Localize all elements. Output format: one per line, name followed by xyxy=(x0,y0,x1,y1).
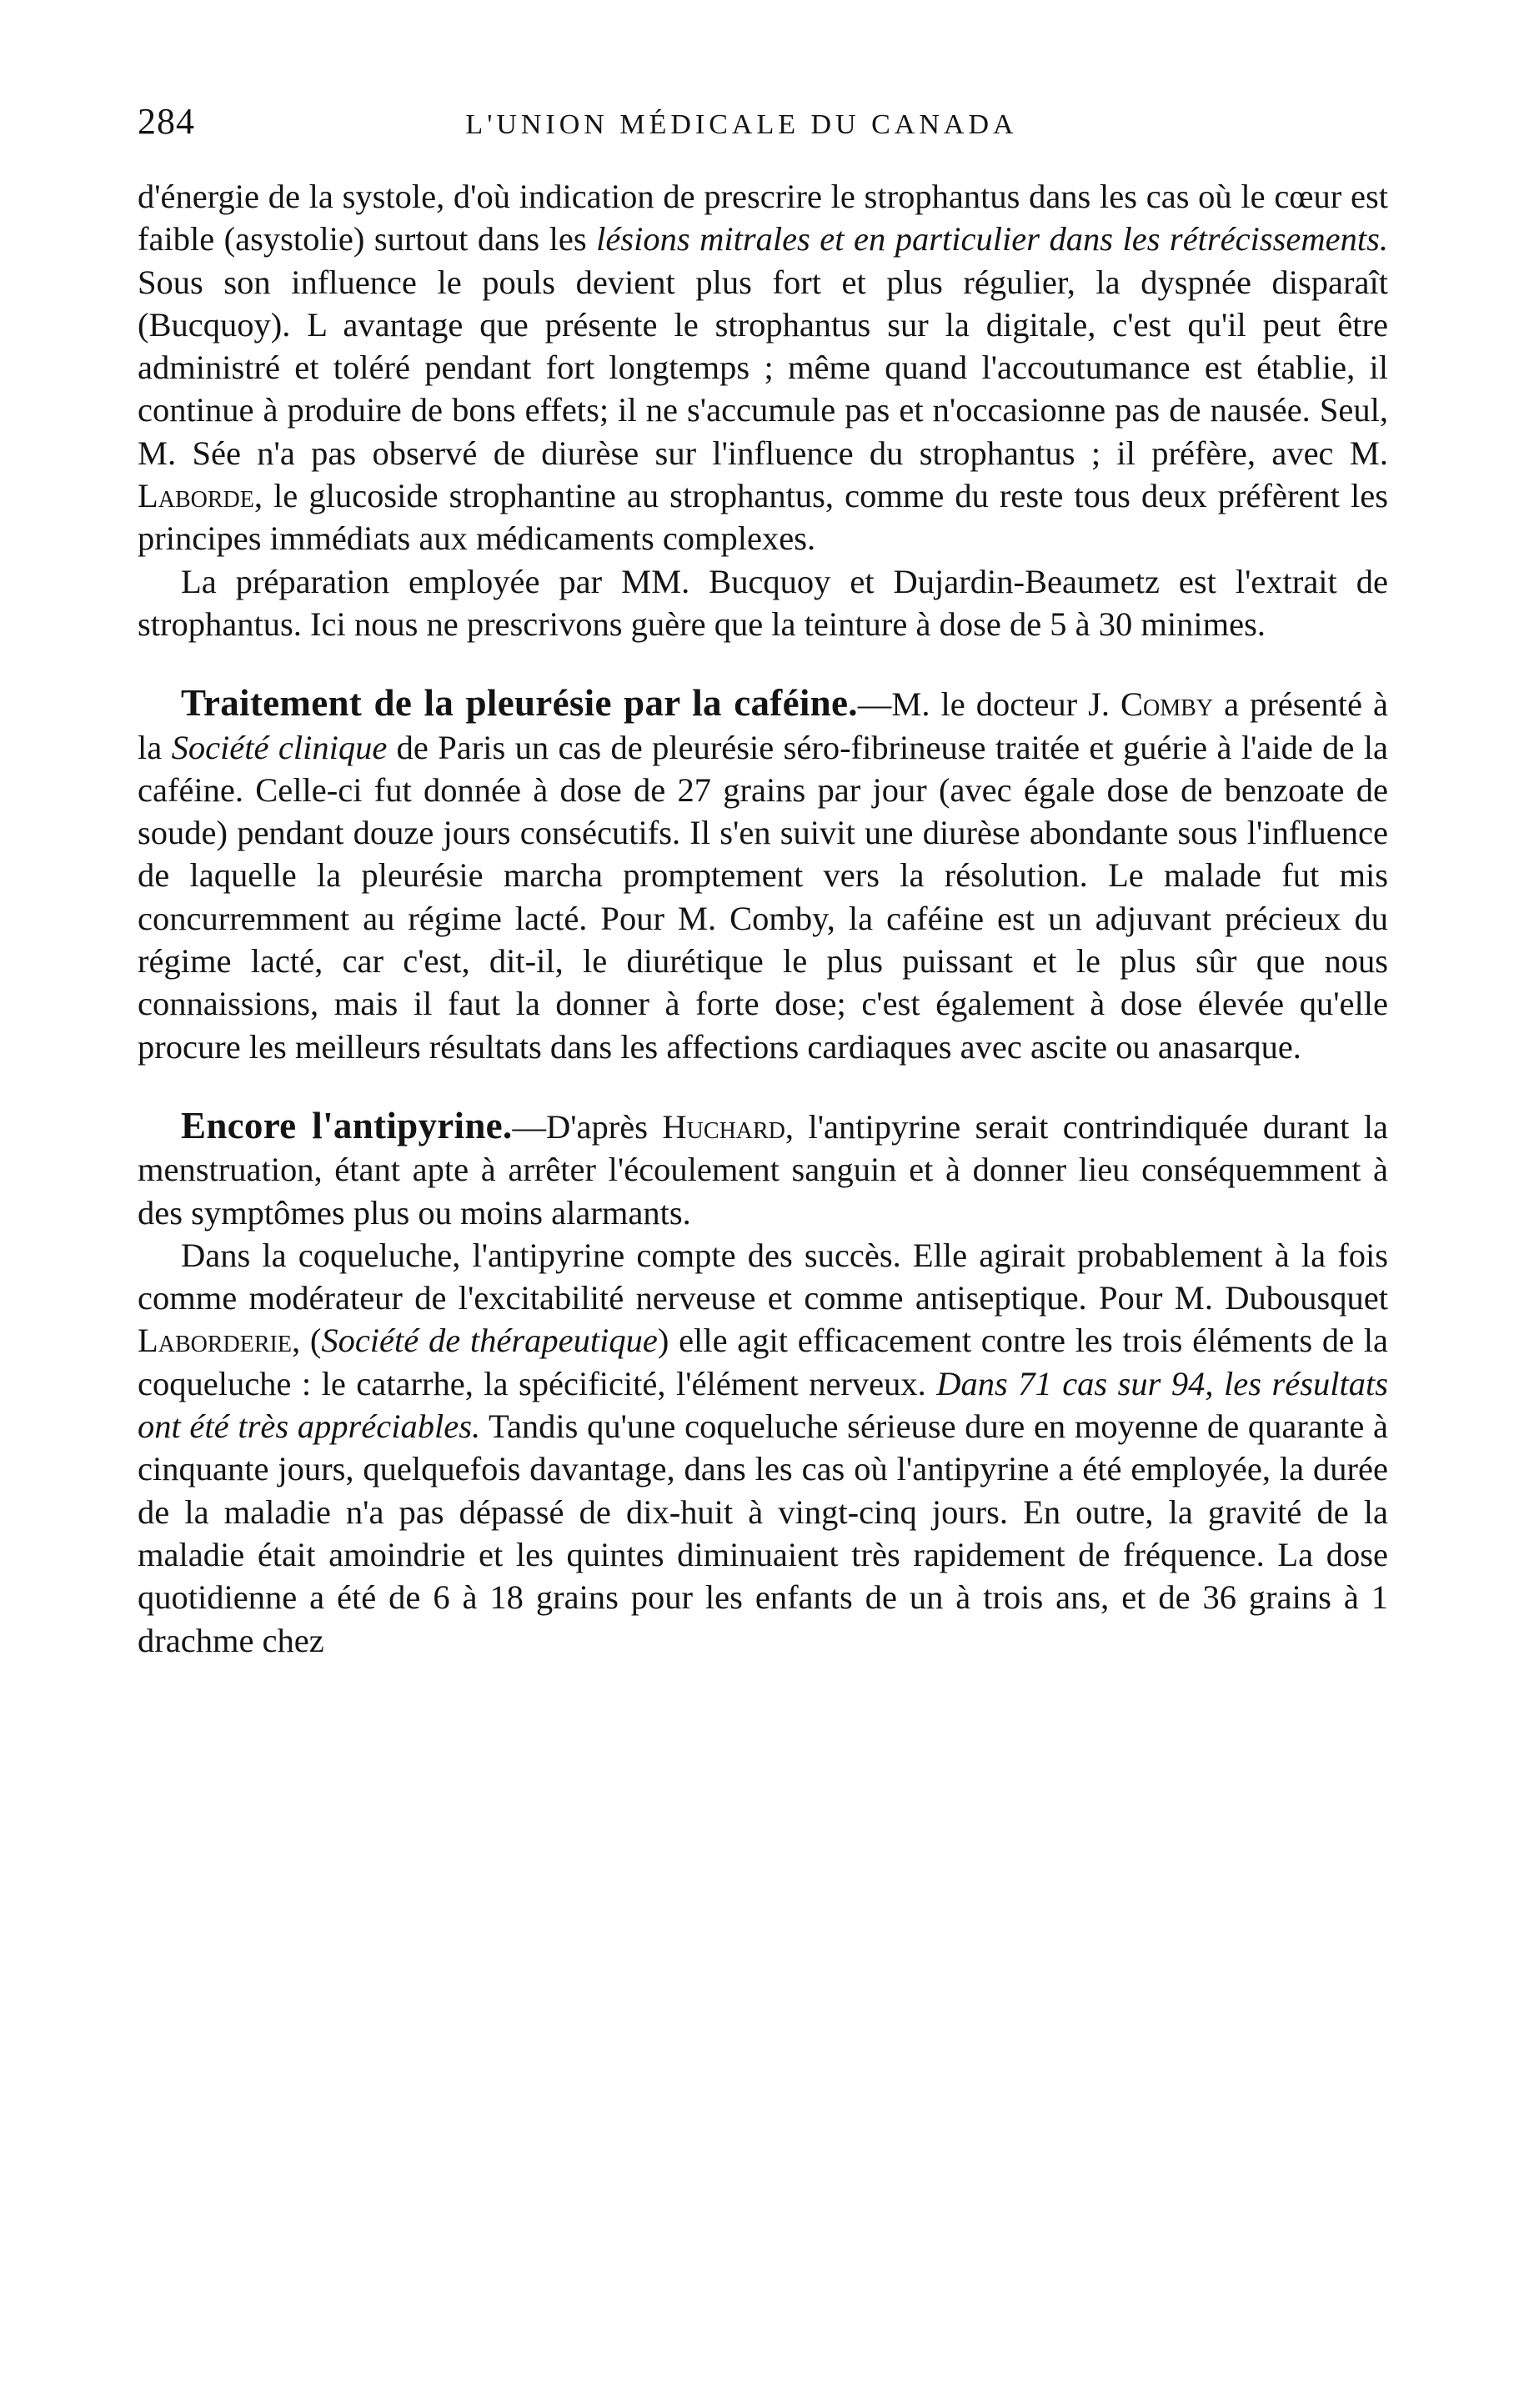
text-run: La préparation employée par MM. Bucquoy et Dujardin-Beaumetz est l'extrait de strophantus. Ici nous ne prescrivons guère que la teinture à dose de 5 à 30 minimes. xyxy=(138,562,1388,643)
text-run: , le glucoside strophantine au strophantus, comme du reste tous deux préfèrent les principes immédiats aux médicaments complexes. xyxy=(138,477,1388,558)
article-body xyxy=(138,175,1388,1662)
author-name-comby: Comby xyxy=(1120,685,1214,724)
italic-run: Société clinique xyxy=(171,728,388,766)
paragraph-strophantus xyxy=(138,175,1388,560)
italic-run: Société de thérapeutique xyxy=(321,1322,658,1360)
author-name-laborderie: Laborderie xyxy=(138,1322,292,1360)
italic-run: Dans 71 cas sur 94, les résultats ont été très appréciables. xyxy=(138,1364,1388,1446)
text-run: ) elle agit efficacement contre les trois éléments de la coqueluche : le catarrhe, la spécificité, l'élément nerveux. xyxy=(138,1322,1388,1402)
text-run: Dans la coqueluche, l'antipyrine compte des succès. Elle agirait probablement à la fois comme modérateur de l'excitabilité nerveuse et comme antiseptique. Pour M. Dubousquet xyxy=(138,1236,1388,1317)
italic-run: lésions mitrales et en particulier dans les rétrécissements. xyxy=(596,220,1389,258)
text-run: , l'antipyrine serait contrindiquée durant la menstruation, étant apte à arrêter l'écoulement sanguin et à donner lieu conséquemment à des symptômes plus ou moins alarmants. xyxy=(138,1107,1389,1232)
author-name-laborde: Laborde xyxy=(138,477,254,515)
text-run: d'énergie de la systole, d'où indication de prescrire le strophantus dans les cas où le cœur est faible (asystolie) surtout dans les xyxy=(138,178,1388,258)
text-run: de Paris un cas de pleurésie séro-fibrineuse traitée et guérie à l'aide de la caféine. Celle-ci fut donnée à dose de 27 grains par jour (avec égale dose de benzoate de soude) pendant douze jours consécutifs. Il s'en suivit une diurèse abondante sous l'influence de laquelle la pleurésie marcha promptement vers la résolution. Le malade fut mis concurremment au régime lacté. Pour M. Comby, la caféine est un adjuvant précieux du régime lacté, car c'est, dit-il, le diurétique le plus puissant et le plus sûr que nous connaissions, mais il faut la donner à forte dose; c'est également à dose élevée qu'elle procure les meilleurs résultats dans les affections cardiaques avec ascite ou anasarque. xyxy=(138,728,1388,1066)
page-header xyxy=(138,100,1388,150)
text-run: Tandis qu'une coqueluche sérieuse dure en moyenne de quarante à cinquante jours, quelquefois davantage, dans les cas où l'antipyrine a été employée, la durée de la maladie n'a pas dépassé de dix-huit à vingt-cinq jours. En outre, la gravité de la maladie était amoindrie et les quintes diminuaient très rapidement de fréquence. La dose quotidienne a été de 6 à 18 grains pour les enfants de un à trois ans, et de 36 grains à 1 drachme chez xyxy=(138,1407,1388,1659)
paragraph-coqueluche xyxy=(138,1234,1388,1662)
author-name-huchard: Huchard xyxy=(662,1107,785,1146)
text-run: —D'après xyxy=(512,1107,663,1146)
text-run: —M. le docteur J. xyxy=(857,685,1121,724)
text-run: , ( xyxy=(291,1322,322,1360)
section-heading-pleuresie: Traitement de la pleurésie par la caféine. xyxy=(181,682,858,725)
paragraph-preparation xyxy=(138,560,1388,646)
journal-page xyxy=(138,100,1388,1662)
section-heading-antipyrine: Encore l'antipyrine. xyxy=(181,1104,513,1146)
section-pleuresie xyxy=(138,682,1388,1068)
text-run: a présenté à la xyxy=(138,685,1388,766)
page-number: 284 xyxy=(138,101,195,142)
section-antipyrine xyxy=(138,1105,1388,1234)
text-run: Sous son influence le pouls devient plus fort et plus régulier, la dyspnée disparaît (Bucquoy). L avantage que présente le strophantus sur la digitale, c'est qu'il peut être administré et toléré pendant fort longtemps ; même quand l'accoutumance est établie, il continue à produire de bons effets; il ne s'accumule pas et n'occasionne pas de nausée. Seul, M. Sée n'a pas observé de diurèse sur l'influence du strophantus ; il préfère, avec M. xyxy=(138,263,1388,472)
running-head: L'UNION MÉDICALE DU CANADA xyxy=(465,109,1018,140)
